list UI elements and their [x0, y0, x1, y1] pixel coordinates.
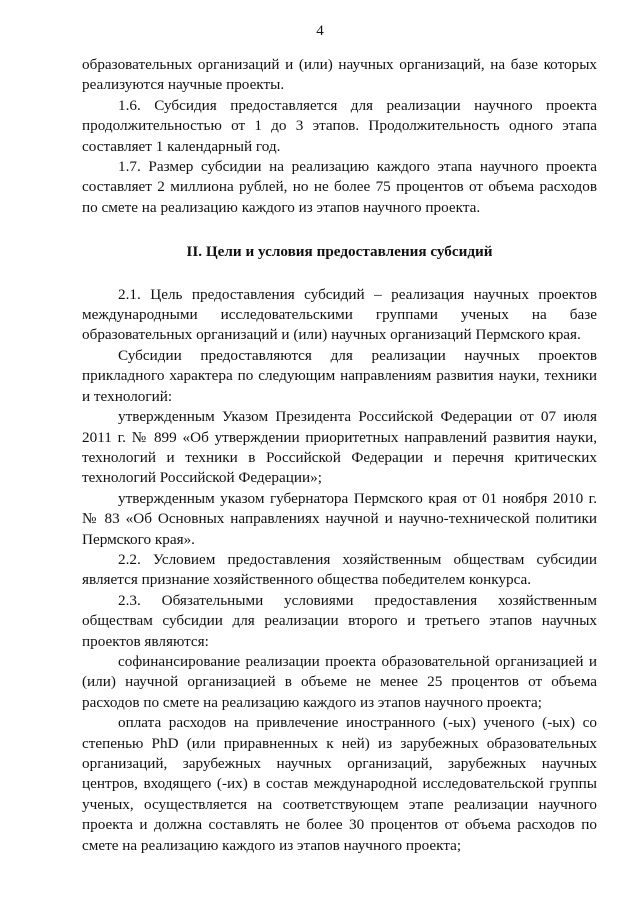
document-body [82, 55, 597, 856]
page-number: 4 [316, 23, 324, 39]
paragraph-foreign-scientists: оплата расходов на привлечение иностранного (-ых) ученого (-ых) со степенью PhD (или приравненных к ней) из зарубежных образовательных организаций, зарубежных научных организаций, зарубежных научных центров, входящего (-их) в состав международной исследовательской группы ученых, осуществляется на соответствующем этапе реализации научного проекта и должна составлять не более 30 процентов от объема расходов по смете на реализацию каждого из этапов научного проекта; [82, 714, 597, 854]
paragraph-1-7: 1.7. Размер субсидии на реализацию каждого этапа научного проекта составляет 2 миллиона рублей, но не более 75 процентов от объема расходов по смете на реализацию каждого из этапов научного проекта. [82, 158, 597, 216]
paragraph-1-6: 1.6. Субсидия предоставляется для реализации научного проекта продолжительностью от 1 до 3 этапов. Продолжительность одного этапа составляет 1 календарный год. [82, 96, 597, 155]
paragraph-2-2: 2.2. Условием предоставления хозяйственным обществам субсидии является признание хозяйственного общества победителем конкурса. [82, 550, 597, 589]
paragraph-continuation: образовательных организаций и (или) научных организаций, на базе которых реализуются научные проекты. [82, 56, 597, 94]
paragraph-2-3: 2.3. Обязательными условиями предоставления хозяйственным обществам субсидии для реализации второго и третьего этапов научных проектов являются: [82, 591, 597, 650]
section-heading: II. Цели и условия предоставления субсидий [186, 243, 493, 261]
paragraph-presidential-decree: утвержденным Указом Президента Российской Федерации от 07 июля 2011 г. № 899 «Об утверждении приоритетных направлений развития науки, технологий и техники в Российской Федерации и перечня критических технологий Российской Федерации»; [82, 408, 597, 487]
paragraph-subsidy-directions: Субсидии предоставляются для реализации научных проектов прикладного характера по следующим направлениям развития науки, техники и технологий: [82, 346, 597, 405]
paragraph-2-1: 2.1. Цель предоставления субсидий – реализация научных проектов международными исследовательскими группами ученых на базе образовательных организаций и (или) научных организаций Пермского края. [82, 285, 597, 344]
paragraph-governor-decree: утвержденным указом губернатора Пермского края от 01 ноября 2010 г. № 83 «Об Основных направлениях научной и научно-технической политики Пермского края». [82, 489, 597, 548]
paragraph-cofinancing: софинансирование реализации проекта образовательной организацией и (или) научной организацией в объеме не менее 25 процентов от объема расходов по смете на реализацию каждого из этапов научного проекта; [82, 652, 597, 711]
